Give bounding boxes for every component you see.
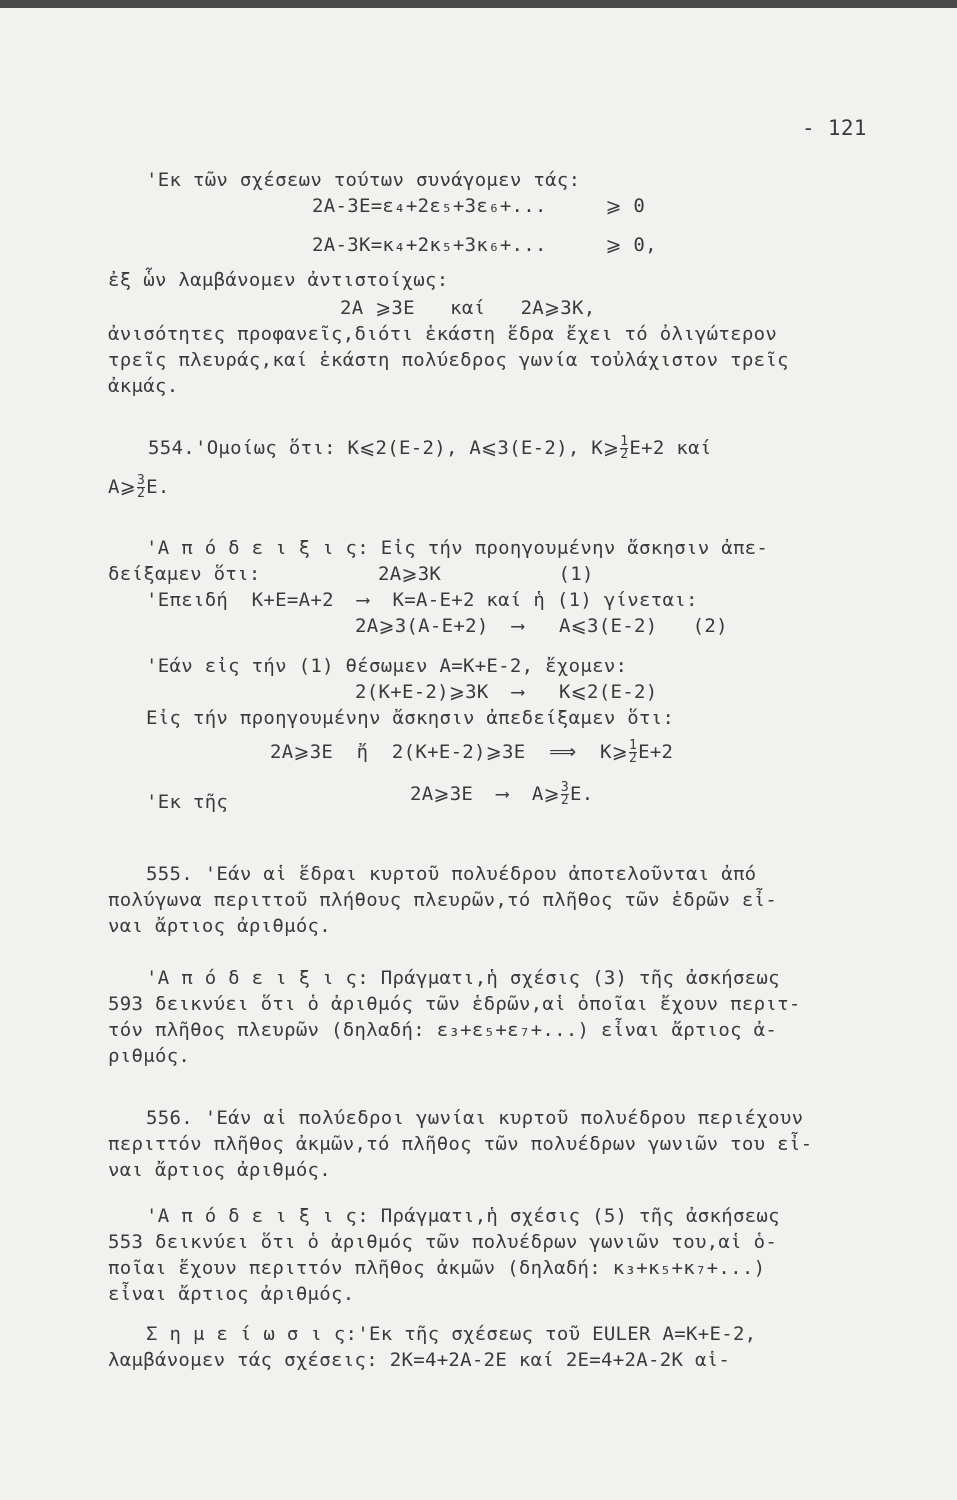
page-number: - 121 — [802, 116, 867, 140]
fraction-numerator: 1 — [628, 738, 638, 753]
proof-heading-line: 'Α π ό δ ε ι ξ ι ς: Εἰς τήν προηγουμένην ἄσκησιν ἀπε- — [146, 537, 769, 559]
text-line: ἀνισότητες προφανεῖς,διότι ἑκάστη ἕδρα ἔχει τό ὀλιγώτερον — [108, 323, 778, 345]
text-line: πολύγωνα περιττοῦ πλήθους πλευρῶν,τό πλῆθος τῶν ἑδρῶν εἶ- — [108, 889, 778, 911]
text-line: 'Εκ τῶν σχέσεων τούτων συνάγομεν τάς: — [146, 169, 581, 191]
fraction-one-half — [629, 740, 637, 765]
fraction-denominator: 2 — [136, 486, 146, 501]
exercise-554-statement — [148, 436, 712, 461]
text-segment: E. — [146, 476, 170, 498]
scan-top-border — [0, 0, 957, 8]
equation-line: 2A⩾3(A-E+2) ⟶ A⩽3(E-2) (2) — [355, 615, 728, 637]
text-segment: A⩾ — [108, 476, 136, 498]
text-line: περιττόν πλῆθος ἀκμῶν,τό πλῆθος τῶν πολυέδρων γωνιῶν του εἶ- — [108, 1133, 813, 1155]
text-segment: E+2 — [638, 741, 674, 763]
fraction-denominator: 2 — [620, 447, 629, 462]
proof-heading-line: 'Α π ό δ ε ι ξ ι ς: Πράγματι,ἡ σχέσις (3) τῆς ἀσκήσεως — [146, 967, 780, 989]
text-line: ἀκμάς. — [108, 375, 179, 397]
equation-line: 2A-3E=ε₄+2ε₅+3ε₆+... ⩾ 0 — [312, 195, 646, 217]
text-line: Εἰς τήν προηγουμένην ἄσκησιν ἀπεδείξαμεν ὅτι: — [146, 707, 675, 729]
text-line: ἐξ ὧν λαμβάνομεν ἀντιστοίχως: — [108, 269, 449, 291]
fraction-three-halves — [561, 782, 569, 807]
exercise-554-statement-cont — [108, 475, 170, 500]
exercise-555-statement: 555. 'Εάν αἱ ἕδραι κυρτοῦ πολυέδρου ἀποτελοῦνται ἀπό — [146, 863, 757, 885]
text-line: λαμβάνομεν τάς σχέσεις: 2K=4+2A-2E καί 2E=4+2A-2K αἱ- — [108, 1349, 731, 1371]
text-line: 553 δεικνύει ὅτι ὁ ἀριθμός τῶν πολυέδρων γωνιῶν του,αἱ ὁ- — [108, 1231, 778, 1253]
text-line: 'Εκ τῆς — [146, 791, 229, 813]
fraction-numerator: 1 — [620, 434, 629, 449]
text-segment: 2A⩾3E ἤ 2(K+E-2)⩾3E ⟹ K⩾ — [270, 741, 628, 763]
fraction-numerator: 3 — [560, 780, 569, 795]
equation-line: 2A ⩾3E καί 2A⩾3K, — [340, 297, 596, 319]
note-heading-line: Σ η μ ε ί ω σ ι ς:'Εκ τῆς σχέσεως τοῦ EULER A=K+E-2, — [146, 1323, 757, 1345]
equation-line: 2(K+E-2)⩾3K ⟶ K⩽2(E-2) — [355, 681, 658, 703]
fraction-denominator: 2 — [560, 793, 569, 808]
proof-heading-line: 'Α π ό δ ε ι ξ ι ς: Πράγματι,ἡ σχέσις (5) τῆς ἀσκήσεως — [146, 1205, 780, 1227]
text-line: τόν πλῆθος πλευρῶν (δηλαδή: ε₃+ε₅+ε₇+...) εἶναι ἄρτιος ἀ- — [108, 1019, 778, 1041]
text-line: ναι ἄρτιος ἀριθμός. — [108, 1159, 332, 1181]
fraction-denominator: 2 — [628, 751, 638, 766]
text-line: ποῖαι ἔχουν περιττόν πλῆθος ἀκμῶν (δηλαδή: κ₃+κ₅+κ₇+...) — [108, 1257, 766, 1279]
equation-line: 2A-3K=κ₄+2κ₅+3κ₆+... ⩾ 0, — [312, 234, 657, 256]
text-line: εἶναι ἄρτιος ἀριθμός. — [108, 1283, 355, 1305]
text-segment: E+2 καί — [629, 437, 712, 459]
exercise-556-statement: 556. 'Εάν αἱ πολύεδροι γωνίαι κυρτοῦ πολυέδρου περιέχουν — [146, 1107, 804, 1129]
equation-line — [270, 740, 673, 765]
text-segment: 554.'Ομοίως ὅτι: K⩽2(E-2), A⩽3(E-2), K⩾ — [148, 437, 620, 459]
text-line: 'Επειδή K+E=A+2 ⟶ K=A-E+2 καί ἡ (1) γίνεται: — [146, 589, 698, 611]
text-line: 593 δεικνύει ὅτι ὁ ἀριθμός τῶν ἑδρῶν,αἱ ὁποῖαι ἔχουν περιτ- — [108, 993, 801, 1015]
text-line: ριθμός. — [108, 1045, 191, 1067]
text-segment: E. — [569, 783, 594, 805]
fraction-three-halves — [137, 475, 145, 500]
text-segment: 2A⩾3E ⟶ A⩾ — [410, 783, 560, 805]
text-line: δείξαμεν ὅτι: 2A⩾3K (1) — [108, 563, 594, 585]
text-line: τρεῖς πλευράς,καί ἑκάστη πολύεδρος γωνία τοὐλάχιστον τρεῖς — [108, 349, 789, 371]
fraction-numerator: 3 — [136, 473, 146, 488]
text-line: ναι ἄρτιος ἀριθμός. — [108, 915, 332, 937]
text-line: 'Εάν εἰς τήν (1) θέσωμεν A=K+E-2, ἔχομεν: — [146, 655, 628, 677]
fraction-one-half — [620, 436, 628, 461]
equation-line — [410, 782, 593, 807]
